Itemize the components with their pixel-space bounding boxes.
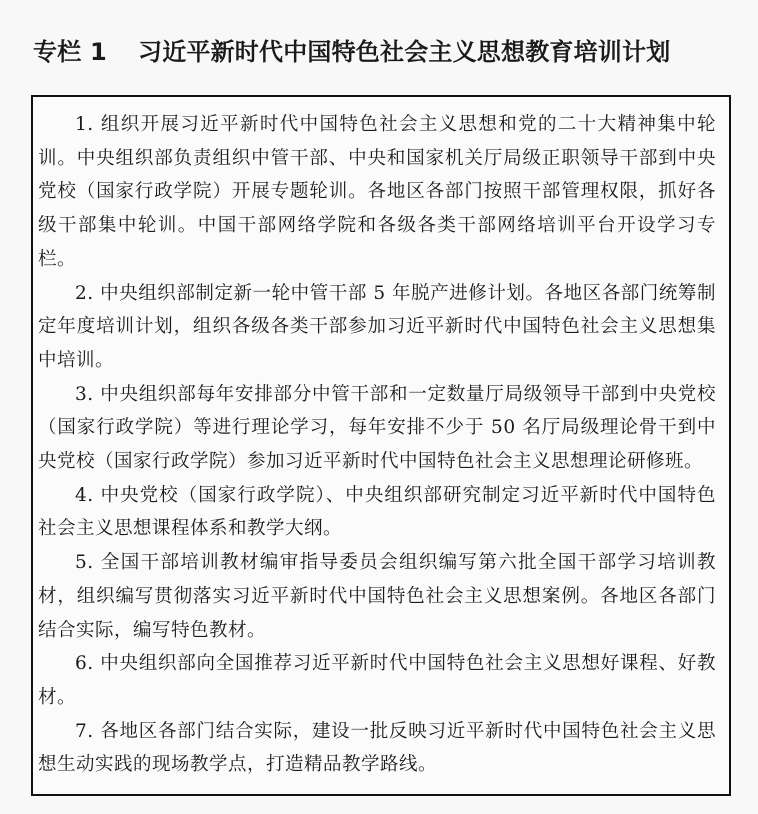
plan-item-2: 2. 中央组织部制定新一轮中管干部 5 年脱产进修计划。各地区各部门统筹制定年度培训计划，组织各级各类干部参加习近平新时代中国特色社会主义思想集中培训。 <box>38 282 716 371</box>
plan-item-1: 1. 组织开展习近平新时代中国特色社会主义思想和党的二十大精神集中轮训。中央组织部负责组织中管干部、中央和国家机关厅局级正职领导干部到中央党校（国家行政学院）开展专题轮训。各地区各部门按照干部管理权限，抓好各级干部集中轮训。中国干部网络学院和各级各类干部网络培训平台开设学习专栏。 <box>38 114 716 270</box>
column-label: 专栏 1 <box>33 38 107 66</box>
plan-item-3: 3. 中央组织部每年安排部分中管干部和一定数量厅局级领导干部到中央党校（国家行政学院）等进行理论学习，每年安排不少于 50 名厅局级理论骨干到中央党校（国家行政学院）参加习近平新时代中国特色社会主义思想理论研修班。 <box>38 383 716 473</box>
plan-item-6: 6. 中央组织部向全国推荐习近平新时代中国特色社会主义思想好课程、好教材。 <box>38 653 716 708</box>
column-title <box>33 32 733 72</box>
plan-content <box>38 108 716 782</box>
plan-item-4: 4. 中央党校（国家行政学院）、中央组织部研究制定习近平新时代中国特色社会主义思想课程体系和教学大纲。 <box>38 484 716 540</box>
plan-item-5: 5. 全国干部培训教材编审指导委员会组织编写第六批全国干部学习培训教材，组织编写贯彻落实习近平新时代中国特色社会主义思想案例。各地区各部门结合实际，编写特色教材。 <box>38 552 716 641</box>
column-heading: 习近平新时代中国特色社会主义思想教育培训计划 <box>138 38 671 66</box>
plan-item-7: 7. 各地区各部门结合实际，建设一批反映习近平新时代中国特色社会主义思想生动实践的现场教学点，打造精品教学路线。 <box>38 720 716 776</box>
